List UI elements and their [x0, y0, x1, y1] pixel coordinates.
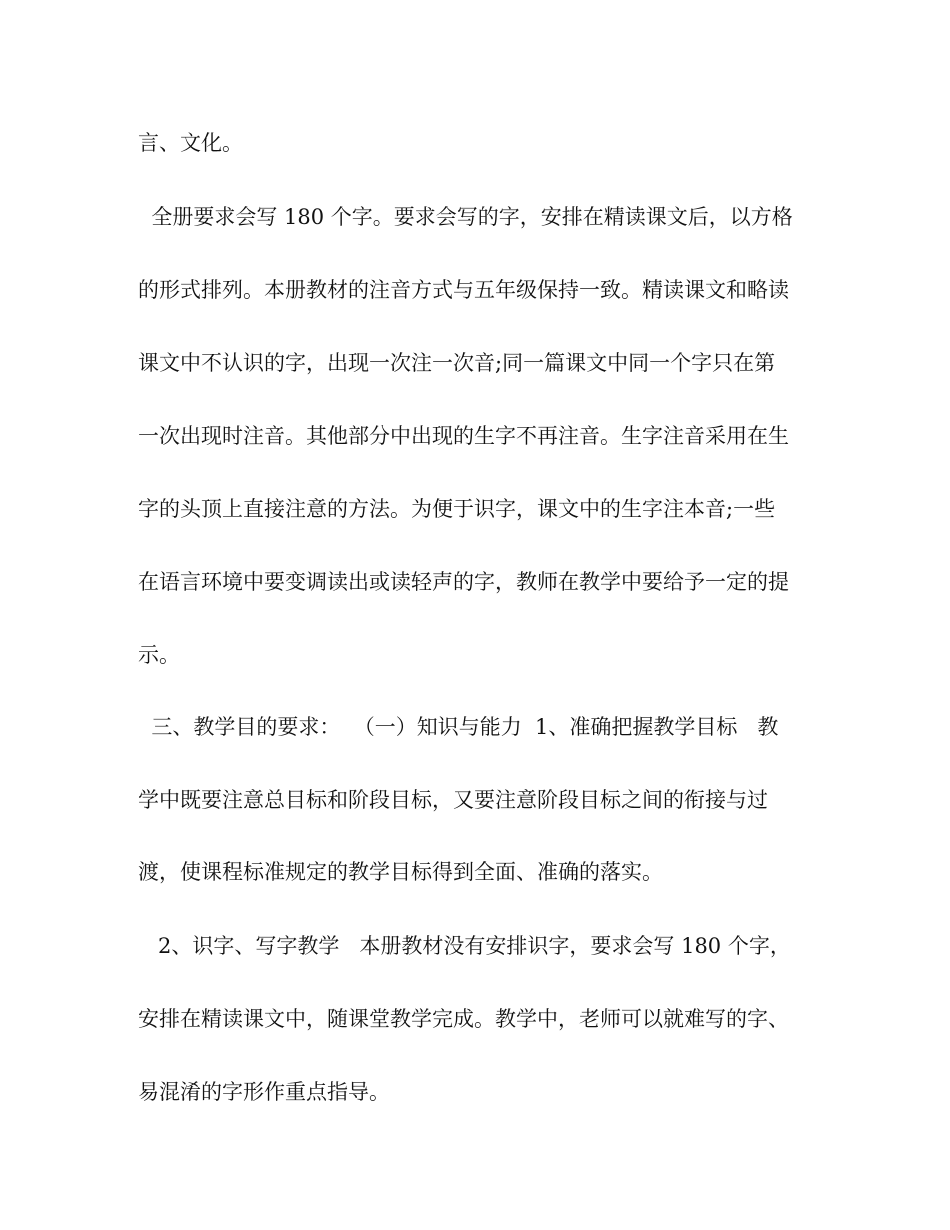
- text-line-9: 三、教学目的要求： （一）知识与能力 1、准确把握教学目标 教: [138, 715, 779, 739]
- text-line-14: 易混淆的字形作重点指导。: [138, 1080, 390, 1104]
- text-line-4: 课文中不认识的字，出现一次注一次音;同一篇课文中同一个字只在第: [138, 351, 776, 375]
- text-line-1: 言、文化。: [138, 131, 243, 155]
- text-line-12: 2、识字、写字教学 本册教材没有安排识字，要求会写 180 个字，: [138, 934, 791, 958]
- text-line-7: 在语言环境中要变调读出或读轻声的字，教师在教学中要给予一定的提: [138, 570, 789, 594]
- text-line-10: 学中既要注意总目标和阶段目标，又要注意阶段目标之间的衔接与过: [138, 788, 768, 812]
- text-line-11: 渡，使课程标准规定的教学目标得到全面、准确的落实。: [138, 860, 663, 884]
- text-line-6: 字的头顶上直接注意的方法。为便于识字，课文中的生字注本音;一些: [138, 497, 776, 521]
- text-line-5: 一次出现时注音。其他部分中出现的生字不再注音。生字注音采用在生: [138, 424, 789, 448]
- text-line-2: 全册要求会写 180 个字。要求会写的字，安排在精读课文后，以方格: [138, 205, 793, 229]
- text-line-13: 安排在精读课文中，随课堂教学完成。教学中，老师可以就难写的字、: [138, 1007, 789, 1031]
- text-line-3: 的形式排列。本册教材的注音方式与五年级保持一致。精读课文和略读: [138, 278, 789, 302]
- text-line-8: 示。: [138, 643, 180, 667]
